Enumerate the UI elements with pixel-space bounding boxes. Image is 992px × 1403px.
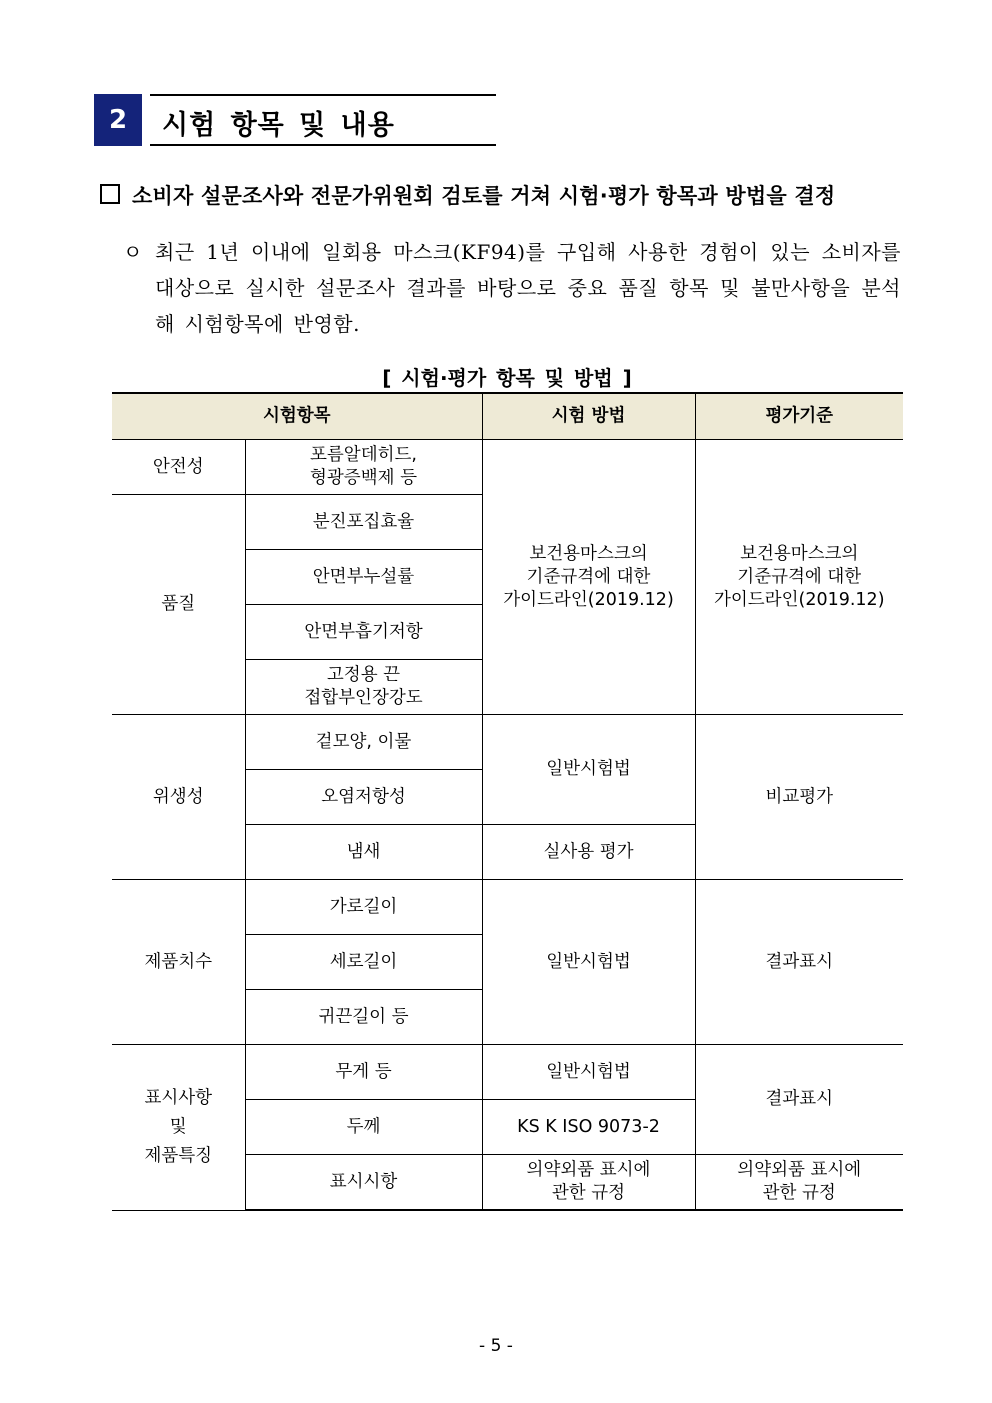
test-items-table (112, 392, 903, 1211)
table-row (112, 1045, 903, 1100)
description-paragraph (123, 234, 901, 342)
item-weight: 무게 등 (245, 1045, 482, 1100)
method-general-size: 일반시험법 (482, 880, 695, 1045)
table-header-row (112, 393, 903, 440)
item-width: 가로길이 (245, 880, 482, 935)
item-leakage: 안면부누설률 (245, 550, 482, 605)
square-bullet-icon (100, 184, 120, 204)
paragraph-marker: ㅇ (123, 240, 143, 264)
item-strap: 고정용 끈 접합부인장강도 (245, 660, 482, 715)
group-safety: 안전성 (112, 440, 245, 495)
criteria-result-labeling: 결과표시 (695, 1045, 903, 1155)
group-labeling: 표시사항 및 제품특징 (112, 1045, 245, 1211)
table-row (112, 715, 903, 770)
summary-text: 소비자 설문조사와 전문가위원회 검토를 거쳐 시험·평가 항목과 방법을 결정 (132, 184, 836, 208)
criteria-result-size: 결과표시 (695, 880, 903, 1045)
item-strap-length: 귀끈길이 등 (245, 990, 482, 1045)
method-general-weight: 일반시험법 (482, 1045, 695, 1100)
method-guideline: 보건용마스크의 기준규격에 대한 가이드라인(2019.12) (482, 440, 695, 715)
item-filter-efficiency: 분진포집효율 (245, 495, 482, 550)
item-height: 세로길이 (245, 935, 482, 990)
group-quality: 품질 (112, 495, 245, 715)
table-row (112, 440, 903, 495)
method-pharma: 의약외품 표시에 관한 규정 (482, 1155, 695, 1211)
criteria-pharma: 의약외품 표시에 관한 규정 (695, 1155, 903, 1211)
section-number: 2 (94, 94, 142, 146)
item-appearance: 겉모양, 이물 (245, 715, 482, 770)
item-stain: 오염저항성 (245, 770, 482, 825)
header-method: 시험 방법 (482, 393, 695, 440)
table-caption: [ 시험·평가 항목 및 방법 ] (382, 366, 632, 390)
header-item: 시험항목 (112, 393, 482, 440)
section-title: 시험 항목 및 내용 (162, 110, 395, 141)
criteria-guideline: 보건용마스크의 기준규격에 대한 가이드라인(2019.12) (695, 440, 903, 715)
section-title-box (150, 94, 496, 146)
item-formaldehyde: 포름알데히드, 형광증백제 등 (245, 440, 482, 495)
item-resistance: 안면부흡기저항 (245, 605, 482, 660)
section-header (94, 94, 496, 146)
method-general-hygiene: 일반시험법 (482, 715, 695, 825)
criteria-compare: 비교평가 (695, 715, 903, 880)
method-ks: KS K ISO 9073-2 (482, 1100, 695, 1155)
item-thickness: 두께 (245, 1100, 482, 1155)
table-row (112, 880, 903, 935)
group-size: 제품치수 (112, 880, 245, 1045)
method-practical: 실사용 평가 (482, 825, 695, 880)
header-criteria: 평가기준 (695, 393, 903, 440)
item-odor: 냄새 (245, 825, 482, 880)
paragraph-text: 최근 1년 이내에 일회용 마스크(KF94)를 구입해 사용한 경험이 있는 소비자를 대상으로 실시한 설문조사 결과를 바탕으로 중요 품질 항목 및 불만사항을 분석해 시험항목에 반영함. (155, 240, 901, 336)
item-label: 표시시항 (245, 1155, 482, 1211)
page-number: - 5 - (479, 1336, 513, 1356)
group-hygiene: 위생성 (112, 715, 245, 880)
summary-bullet (100, 180, 900, 210)
